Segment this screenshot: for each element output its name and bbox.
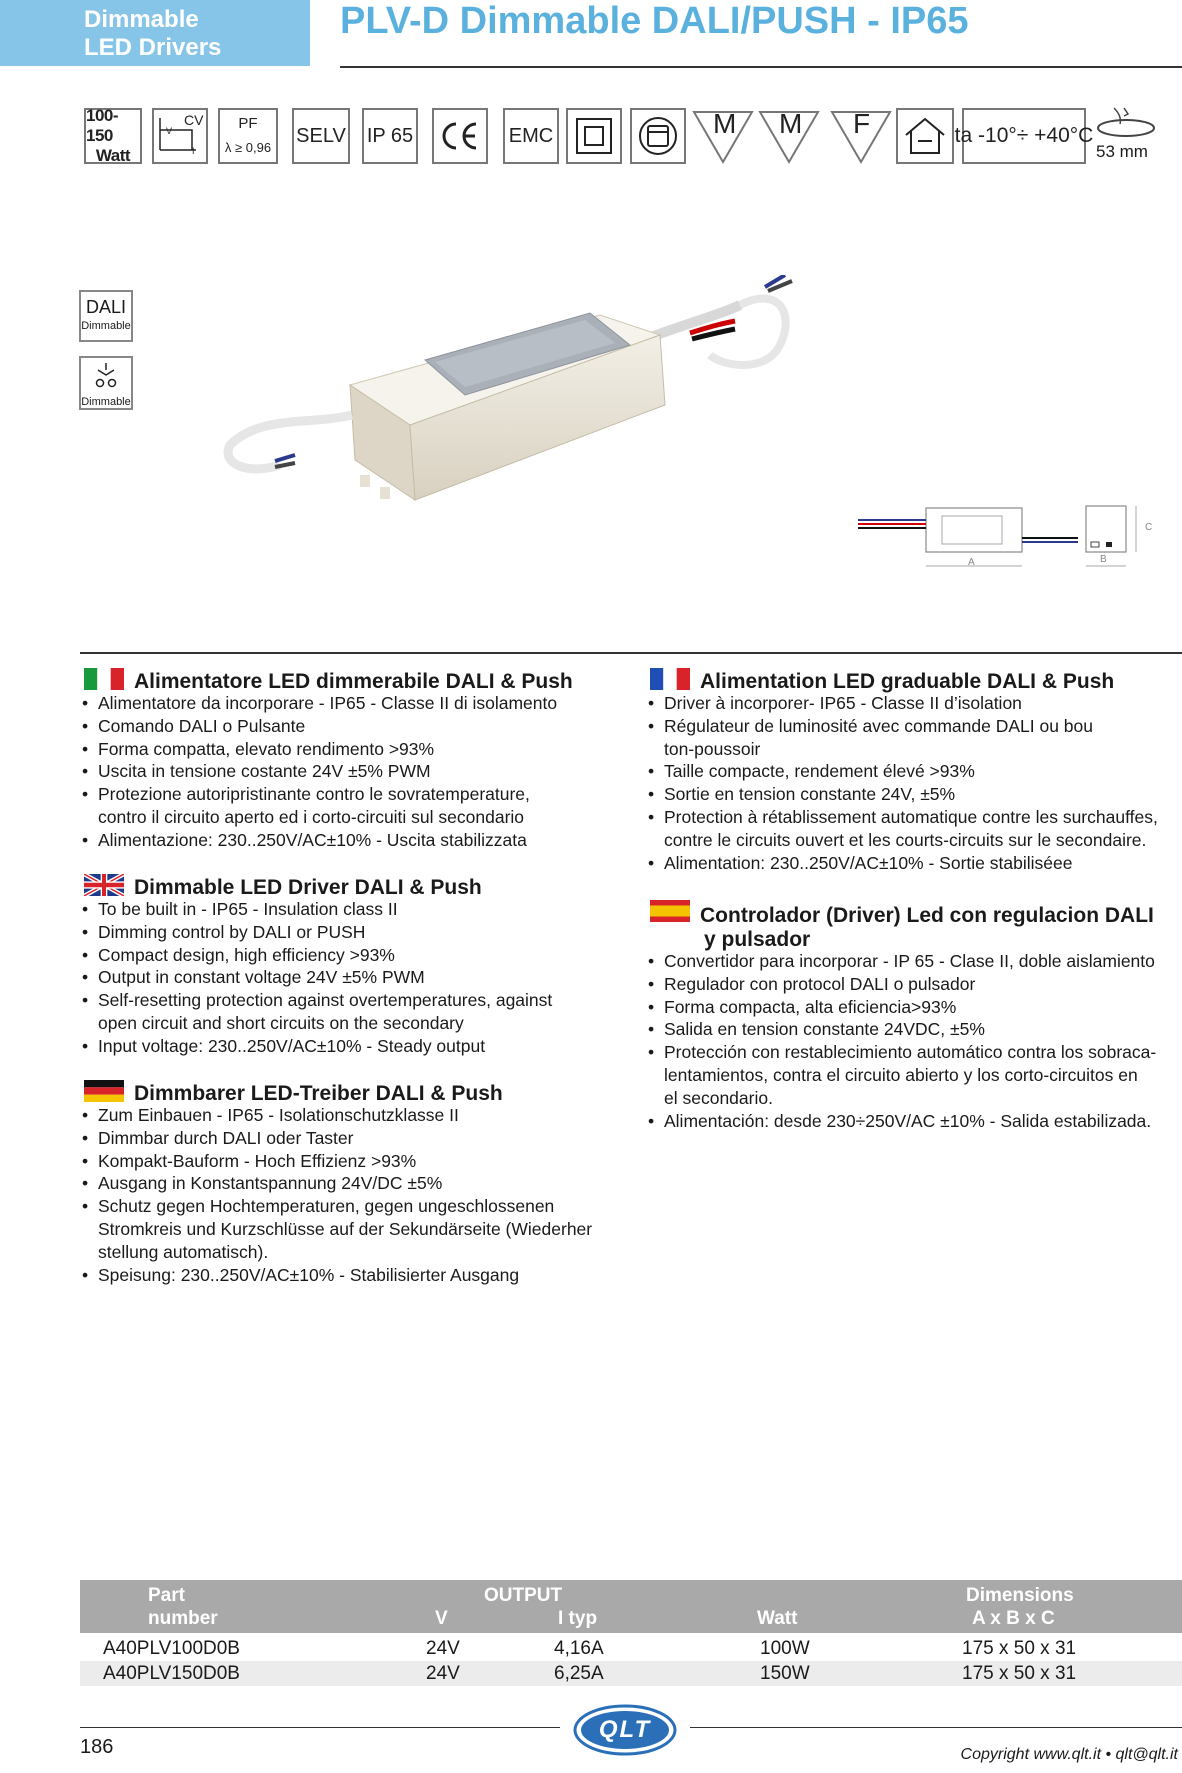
watt-range: 100-150 bbox=[86, 106, 119, 145]
french-flag-icon bbox=[650, 668, 690, 690]
list-item: • Output in constant voltage 24V ±5% PWM bbox=[82, 966, 552, 989]
title-divider bbox=[340, 66, 1182, 68]
emc-icon bbox=[503, 108, 559, 164]
cell-dim: 175 x 50 x 31 bbox=[962, 1638, 1077, 1659]
list-item: • Alimentation: 230..250V/AC±10% - Sortie stabiliséee bbox=[648, 852, 1158, 875]
push-badge bbox=[79, 356, 133, 410]
dimension-b: B bbox=[1100, 554, 1107, 565]
list-item: • Salida en tension constante 24VDC, ±5% bbox=[648, 1018, 1156, 1041]
dimension-c: C bbox=[1145, 522, 1153, 533]
list-de bbox=[82, 1104, 592, 1286]
list-item: • Regulador con protocol DALI o pulsador bbox=[648, 973, 1156, 996]
list-item: • Zum Einbauen - IP65 - Isolationschutzklasse II bbox=[82, 1104, 592, 1127]
cv-i-label: I bbox=[192, 146, 195, 156]
th-output: OUTPUT bbox=[484, 1585, 563, 1606]
qlt-logo bbox=[570, 1702, 680, 1758]
section-title-it: Alimentatore LED dimmerabile DALI & Push bbox=[134, 670, 573, 693]
ip-rating-icon bbox=[362, 108, 418, 164]
pf-value: λ ≥ 0,96 bbox=[224, 140, 272, 155]
dimension-diagram bbox=[856, 502, 1182, 582]
list-it bbox=[82, 692, 557, 852]
list-item: stellung automatisch). bbox=[98, 1241, 269, 1262]
italian-flag-icon bbox=[84, 668, 124, 690]
list-item: • Uscita in tensione costante 24V ±5% PWM bbox=[82, 760, 557, 783]
section-title-de: Dimmbarer LED-Treiber DALI & Push bbox=[134, 1082, 503, 1105]
list-item: el secondario. bbox=[664, 1087, 773, 1108]
logo-text: QLT bbox=[598, 1716, 652, 1743]
table-row bbox=[80, 1661, 1182, 1686]
cell-watt: 100W bbox=[760, 1638, 810, 1659]
list-item: • Input voltage: 230..250V/AC±10% - Steady output bbox=[82, 1035, 552, 1058]
th-watt: Watt bbox=[757, 1608, 798, 1629]
m-label-2: M bbox=[779, 108, 803, 139]
selv-label: SELV bbox=[296, 124, 346, 147]
list-item: • Dimming control by DALI or PUSH bbox=[82, 921, 552, 944]
section-title-fr: Alimentation LED graduable DALI & Push bbox=[700, 670, 1115, 693]
temperature-label: ta -10°÷ +40°C bbox=[954, 124, 1094, 147]
cell-watt: 150W bbox=[760, 1663, 810, 1684]
cv-label: CV bbox=[184, 112, 204, 128]
section-divider bbox=[80, 652, 1182, 654]
ce-mark-icon bbox=[432, 108, 488, 164]
list-item: • Taille compacte, rendement élevé >93% bbox=[648, 760, 1158, 783]
list-item: • Régulateur de luminosité avec commande DALI ou bou bbox=[648, 715, 1158, 738]
cell-part: A40PLV150D0B bbox=[103, 1663, 240, 1684]
ambient-temperature-icon bbox=[954, 108, 1094, 164]
cv-v-label: V bbox=[166, 126, 173, 136]
f-label: F bbox=[853, 108, 871, 139]
list-item: • Forma compatta, elevato rendimento >93% bbox=[82, 738, 557, 761]
list-item: • Forma compacta, alta eficiencia>93% bbox=[648, 996, 1156, 1019]
th-v: V bbox=[435, 1608, 448, 1629]
list-item: contro il circuito aperto ed i corto-circuiti sul secondario bbox=[98, 806, 525, 827]
th-part: Part bbox=[148, 1585, 185, 1606]
list-item: • Sortie en tension constante 24V, ±5% bbox=[648, 783, 1158, 806]
category-line-2: LED Drivers bbox=[84, 34, 222, 61]
push-button-icon bbox=[91, 361, 121, 391]
list-item: • Speisung: 230..250V/AC±10% - Stabilisierter Ausgang bbox=[82, 1264, 592, 1287]
list-item: • Driver à incorporer- IP65 - Classe II d’isolation bbox=[648, 692, 1158, 715]
copyright: Copyright www.qlt.it • qlt@qlt.it bbox=[960, 1746, 1178, 1763]
list-item: • To be built in - IP65 - Insulation class II bbox=[82, 898, 552, 921]
list-item: open circuit and short circuits on the secondary bbox=[98, 1012, 464, 1033]
cell-v: 24V bbox=[426, 1663, 460, 1684]
list-fr bbox=[648, 692, 1158, 874]
cell-v: 24V bbox=[426, 1638, 460, 1659]
cell-part: A40PLV100D0B bbox=[103, 1638, 240, 1659]
list-item: • Protezione autoripristinante contro le sovratemperature, bbox=[82, 783, 557, 806]
list-item: Stromkreis und Kurzschlüsse auf der Sekundärseite (Wiederher bbox=[98, 1218, 593, 1239]
list-es bbox=[648, 950, 1156, 1132]
product-photo bbox=[220, 275, 880, 535]
selv-icon bbox=[292, 108, 350, 164]
uk-flag-icon bbox=[84, 874, 124, 896]
watt-unit: Watt bbox=[95, 146, 131, 165]
list-item: • Protección con restablecimiento automático contra los sobraca- bbox=[648, 1041, 1156, 1064]
power-factor-icon bbox=[218, 108, 278, 164]
list-item: • Compact design, high efficiency >93% bbox=[82, 944, 552, 967]
cell-dim: 175 x 50 x 31 bbox=[962, 1663, 1077, 1684]
emc-label: EMC bbox=[508, 124, 554, 147]
list-item: • Self-resetting protection against overtemperatures, against bbox=[82, 989, 552, 1012]
list-item: lentamientos, contra el circuito abierto y los corto-circuitos en bbox=[664, 1064, 1138, 1085]
list-en bbox=[82, 898, 552, 1058]
dimension-a: A bbox=[968, 557, 975, 568]
list-item: • Protection à rétablissement automatique contre les surchauffes, bbox=[648, 806, 1158, 829]
list-item: contre le circuits ouvert et les courts-circuits sur le secondaire. bbox=[664, 829, 1147, 850]
thermal-protection-icon bbox=[630, 108, 686, 164]
list-item: • Dimmbar durch DALI oder Taster bbox=[82, 1127, 592, 1150]
spanish-flag-icon bbox=[650, 900, 690, 922]
dali-badge-sub: Dimmable bbox=[81, 320, 131, 332]
dali-badge-title: DALI bbox=[85, 297, 127, 317]
section-title-es-1: Controlador (Driver) Led con regulacion DALI bbox=[700, 904, 1154, 927]
ip-label: IP 65 bbox=[366, 124, 414, 147]
list-item: • Convertidor para incorporar - IP 65 - Clase II, doble aislamiento bbox=[648, 950, 1156, 973]
list-item: • Alimentatore da incorporare - IP65 - Classe II di isolamento bbox=[82, 692, 557, 715]
page-number: 186 bbox=[80, 1736, 114, 1758]
list-item: ton-poussoir bbox=[664, 738, 761, 759]
table-row bbox=[80, 1636, 1182, 1661]
constant-voltage-icon bbox=[152, 108, 208, 164]
section-title-es-2: y pulsador bbox=[704, 928, 811, 951]
double-insulation-icon bbox=[566, 108, 622, 164]
german-flag-icon bbox=[84, 1080, 124, 1102]
cutout-icon bbox=[1094, 104, 1158, 140]
page-title: PLV-D Dimmable DALI/PUSH - IP65 bbox=[340, 0, 969, 42]
footer-rule-left bbox=[80, 1727, 560, 1728]
section-title-en: Dimmable LED Driver DALI & Push bbox=[134, 876, 482, 899]
category-line-1: Dimmable bbox=[84, 6, 199, 33]
cutout-label: 53 mm bbox=[1096, 142, 1148, 161]
cell-i: 4,16A bbox=[554, 1638, 604, 1659]
th-ityp: I typ bbox=[558, 1608, 598, 1629]
th-dimensions: Dimensions bbox=[966, 1585, 1074, 1606]
push-badge-sub: Dimmable bbox=[81, 396, 131, 408]
dali-badge bbox=[79, 290, 133, 342]
list-item: • Alimentación: desde 230÷250V/AC ±10% - Salida estabilizada. bbox=[648, 1110, 1156, 1133]
list-item: • Ausgang in Konstantspannung 24V/DC ±5% bbox=[82, 1172, 592, 1195]
m-label-1: M bbox=[713, 108, 737, 139]
cell-i: 6,25A bbox=[554, 1663, 604, 1684]
list-item: • Kompakt-Bauform - Hoch Effizienz >93% bbox=[82, 1150, 592, 1173]
th-number: number bbox=[148, 1608, 218, 1629]
wattage-icon bbox=[84, 108, 142, 164]
list-item: • Schutz gegen Hochtemperaturen, gegen ungeschlossenen bbox=[82, 1195, 592, 1218]
list-item: • Alimentazione: 230..250V/AC±10% - Uscita stabilizzata bbox=[82, 829, 557, 852]
indoor-use-icon bbox=[896, 108, 954, 164]
th-abc: A x B x C bbox=[972, 1608, 1055, 1629]
list-item: • Comando DALI o Pulsante bbox=[82, 715, 557, 738]
footer-rule-right bbox=[690, 1727, 1182, 1728]
pf-label: PF bbox=[238, 115, 258, 132]
